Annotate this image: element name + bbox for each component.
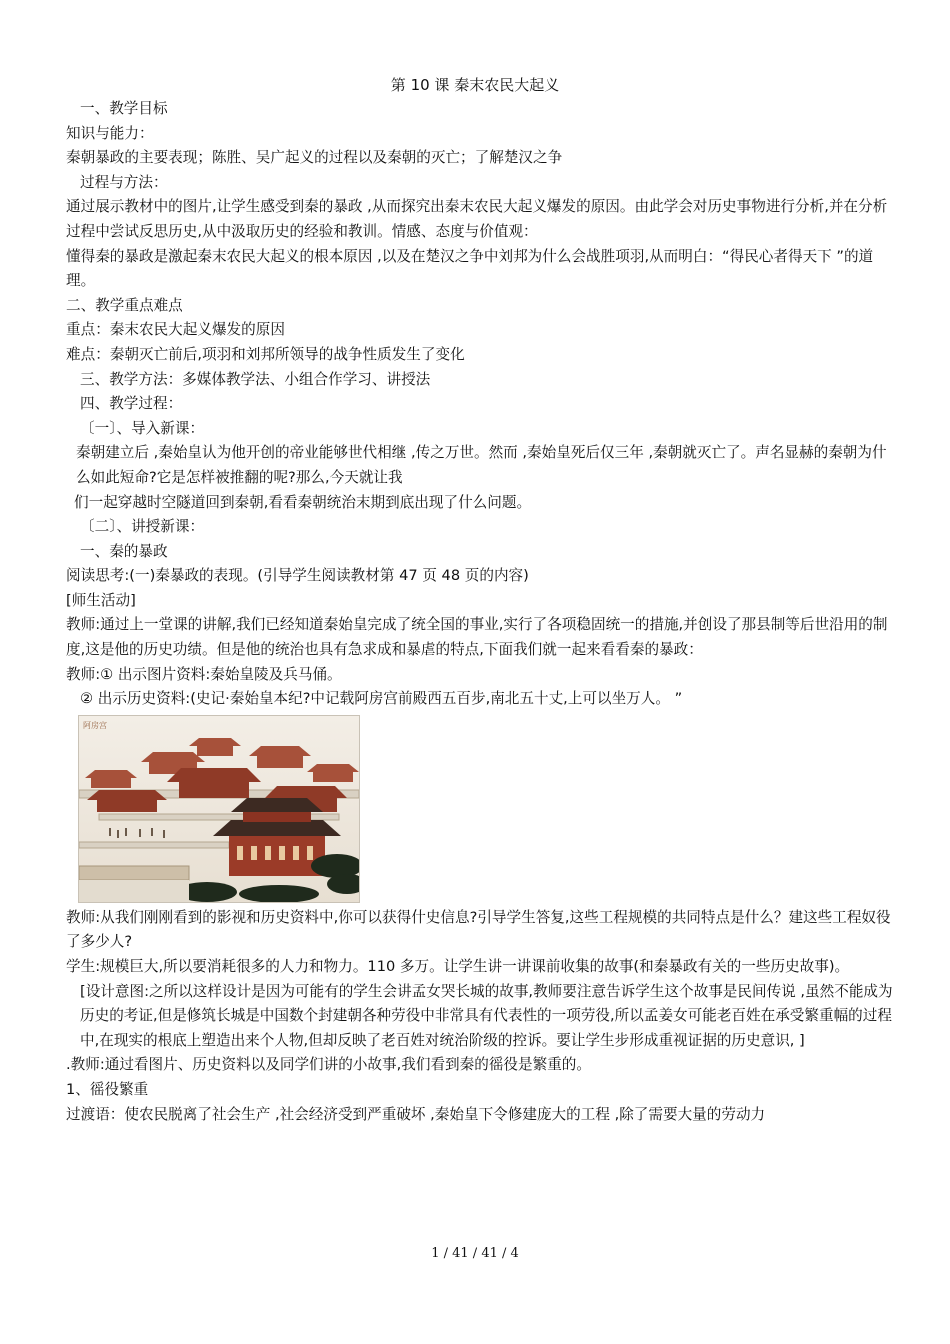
paragraph: 过渡语：使农民脱离了社会生产 ,社会经济受到严重破坏 ,秦始皇下令修建庞大的工程 ,除了需要大量的劳动力: [66, 1105, 766, 1123]
subheading: 〔一〕、导入新课：: [80, 419, 205, 437]
paragraph: 们一起穿越时空隧道回到秦朝,看看秦朝统治末期到底出现了什么问题。: [74, 493, 532, 511]
page-number: 1 / 41 / 41 / 4: [431, 1246, 519, 1261]
section-heading: 三、教学方法：多媒体教学法、小组合作学习、讲授法: [80, 370, 431, 388]
epang-palace-painting: [78, 715, 360, 903]
paragraph: 教师:① 出示图片资料:秦始皇陵及兵马俑。: [66, 665, 342, 683]
subheading: 过程与方法：: [80, 173, 168, 191]
section-heading: 二、教学重点难点: [66, 296, 183, 314]
subheading: 〔二〕、讲授新课：: [80, 518, 205, 536]
section-heading: 一、教学目标: [80, 100, 168, 117]
subheading: 知识与能力：: [66, 124, 154, 142]
paragraph: 学生:规模巨大,所以要消耗很多的人力和物力。110 多万。让学生讲一讲课前收集的故事(和秦暴政有关的一些历史故事)。: [66, 958, 850, 976]
paragraph: 重点：秦末农民大起义爆发的原因: [66, 321, 285, 339]
lesson-title: 第 10 课 秦末农民大起义: [390, 76, 560, 94]
paragraph: 难点：秦朝灭亡前后,项羽和刘邦所领导的战争性质发生了变化: [66, 345, 465, 363]
paragraph: ② 出示历史资料:(史记·秦始皇本纪?中记载阿房宫前殿西五百步,南北五十丈,上可以坐万人。 ”: [80, 690, 683, 708]
document-body: [66, 97, 898, 1127]
section-heading: 四、教学过程：: [80, 395, 183, 413]
paragraph: 阅读思考:(一)秦暴政的表现。(引导学生阅读教材第 47 页 48 页的内容): [66, 567, 529, 585]
paragraph: [设计意图:之所以这样设计是因为可能有的学生会讲孟女哭长城的故事,教师要注意告诉学生这个故事是民间传说 ,虽然不能成为历史的考证,但是修筑长城是中国数个封建朝各种劳役中非常具有代表性的一项劳役,所以孟姜女可能老百姓在承受繁重幅的过程中,在现实的根底上塑造出来个人物,但却反映了老百姓对统治阶级的控诉。要让学生步形成重视证据的历史意识, ]: [80, 982, 893, 1049]
paragraph: 秦朝建立后 ,秦始皇认为他开创的帝业能够世代相继 ,传之万世。然而 ,秦始皇死后仅三年 ,秦朝就灭亡了。声名显赫的秦朝为什么如此短命?它是怎样被推翻的呢?那么,今天就让我: [76, 444, 887, 486]
paragraph: 教师:从我们刚刚看到的影视和历史资料中,你可以获得什史信息?引导学生答复,这些工程规模的共同特点是什么？建这些工程奴役了多少人?: [66, 908, 891, 951]
subheading: 1、徭役繁重: [66, 1081, 149, 1098]
paragraph: 秦朝暴政的主要表现；陈胜、吴广起义的过程以及秦朝的灭亡；了解楚汉之争: [66, 149, 563, 167]
section-heading: 一、秦的暴政: [80, 542, 168, 560]
paragraph: 教师:通过上一堂课的讲解,我们已经知道秦始皇完成了统全国的事业,实行了各项稳固统一的措施,并创设了那县制等后世沿用的制度,这是他的历史功绩。但是他的统治也具有急求成和暴虐的特点,下面我们就一起来看看秦的暴政：: [66, 616, 888, 659]
paragraph: 懂得秦的暴政是激起秦末农民大起义的根本原因 ,以及在楚汉之争中刘邦为什么会战胜项羽,从而明白：“得民心者得天下 ”的道理。: [66, 247, 874, 290]
paragraph: 通过展示教材中的图片,让学生感受到秦的暴政 ,从而探究出秦末农民大起义爆发的原因。由此学会对历史事物进行分析,并在分析过程中尝试反思历史,从中汲取历史的经验和教训。情感、态度与价值观：: [66, 198, 888, 240]
painting-label: 阿房宫: [83, 720, 107, 730]
paragraph: [师生活动]: [66, 591, 136, 609]
paragraph: .教师:通过看图片、历史资料以及同学们讲的小故事,我们看到秦的徭役是繁重的。: [66, 1056, 591, 1074]
